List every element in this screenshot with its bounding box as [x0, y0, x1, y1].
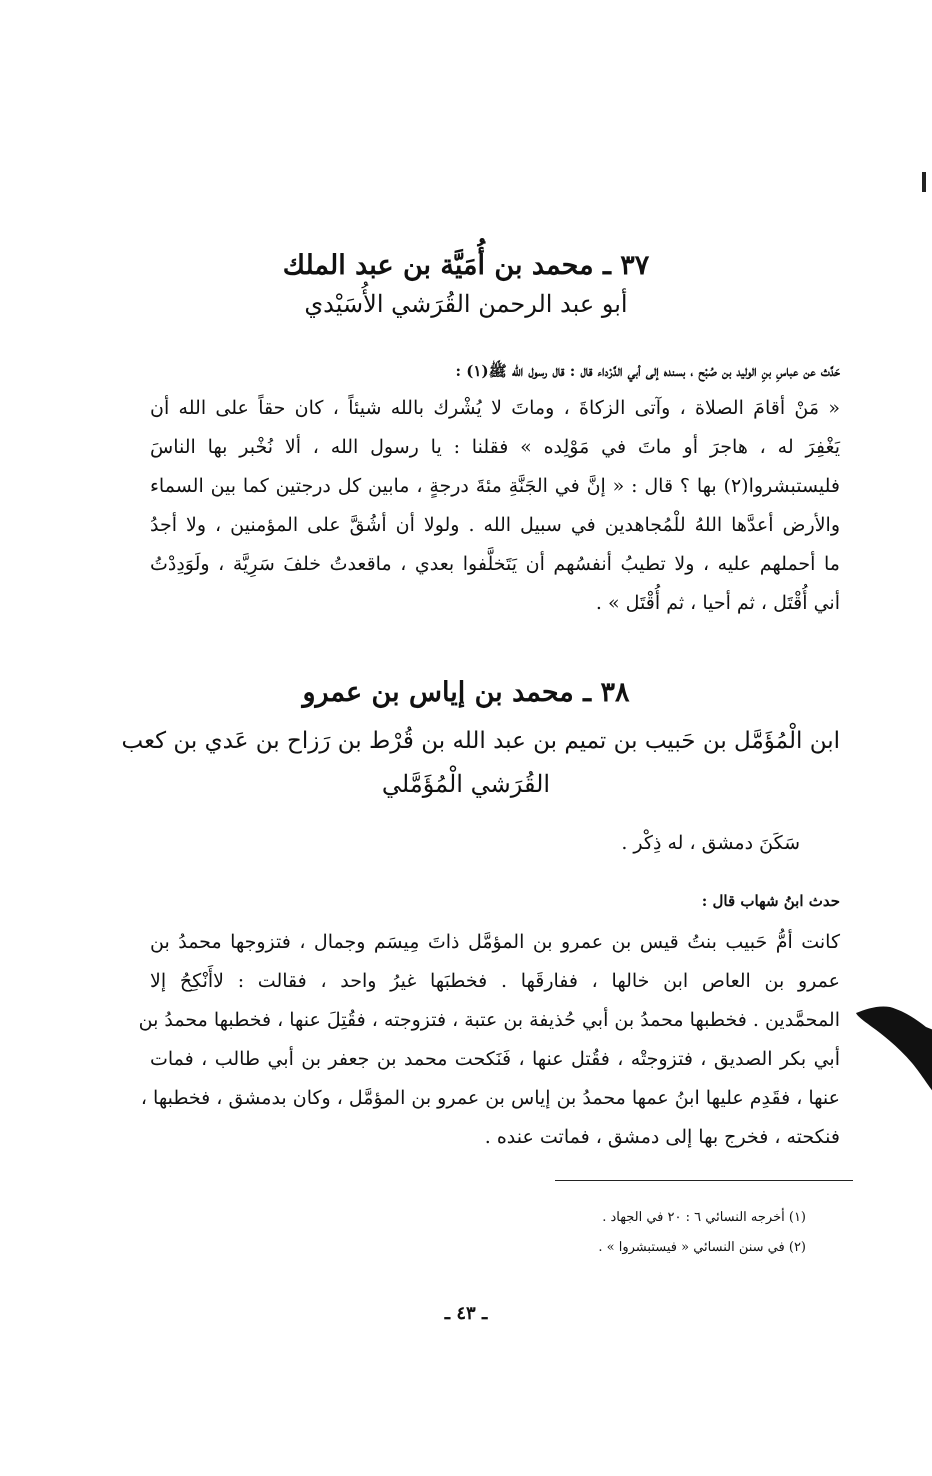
- entry-37-intro: حَدَّث عن عباسِ بنِ الوليد بن صُبْح ، بسنده إلى أبي الدَّرْداء قال : قال رسول الله ﷺ(١) :: [455, 362, 840, 380]
- entry-37-line: ما أحملهم عليه ، ولا تطيبُ أنفسُهم أن يَتَخلَّفوا بعدي ، ماقعدتُ خلفَ سَرِيَّة ، ولَوَدِدْتُ: [150, 553, 840, 575]
- entry-38-subtitle-line-1: ابن الْمُؤَمَّل بن حَبيب بن تميم بن عبد الله بن قُرْط بن رَزاح بن عَدي بن كعب: [121, 728, 840, 754]
- entry-38-title: ٣٨ ـ محمد بن إياس بن عمرو: [302, 677, 630, 708]
- entry-38-residence: سَكَنَ دمشق ، له ذِكْر .: [621, 832, 800, 854]
- footnote-separator: [555, 1180, 853, 1181]
- scan-edge-mark: [922, 172, 926, 192]
- footnote-1: (١) أخرجه النسائي ٦ : ٢٠ في الجهاد .: [602, 1210, 806, 1225]
- entry-37-line: فليستبشروا(٢) بها ؟ قال : « إنَّ في الجَنَّةِ مئةَ درجةٍ ، مابين كل درجتين كما بين السماء: [150, 475, 840, 497]
- entry-37-line: « مَنْ أقامَ الصلاة ، وآتى الزكاةَ ، وماتَ لا يُشْرك بالله شيئاً ، كان حقاً على الله أن: [150, 397, 840, 419]
- entry-38-line: المحمَّدين . فخطبها محمدُ بن أبي حُذيفة بن عتبة ، فتزوجته ، فقُتِلَ عنها ، فخطبها محمدُ بن: [138, 1009, 840, 1031]
- entry-37-line: والأرض أعدَّها اللهُ للْمُجاهدين في سبيل الله . ولولا أن أشُقَّ على المؤمنين ، ولا أجدُ: [150, 514, 840, 536]
- entry-38-line: عنها ، فقَدِم عليها ابنُ عمها محمدُ بن إياس بن عمرو بن المؤمَّل ، وكان بدمشق ، فخطبها ،: [140, 1087, 840, 1109]
- page-number: ـ ٤٣ ـ: [444, 1303, 488, 1324]
- entry-38-intro: حدث ابنُ شهاب قال :: [701, 892, 840, 910]
- entry-38-subtitle-line-2: القُرَشي الْمُؤَمَّلي: [381, 770, 551, 798]
- footnote-2: (٢) في سنن النسائي « فيستبشروا » .: [598, 1240, 806, 1255]
- scan-ink-blot: [856, 1005, 932, 1095]
- entry-38-line: أبي بكر الصديق ، فتزوجتْه ، فقُتل عنها ، فَنَكحت محمد بن جعفر بن أبي طالب ، فمات: [150, 1048, 840, 1070]
- entry-37-subtitle: أبو عبد الرحمن القُرَشي الأُسَيْدي: [304, 290, 628, 318]
- entry-37-line: يَغْفِرَ له ، هاجرَ أو ماتَ في مَوْلِده » فقلنا : يا رسول الله ، ألا نُخْبر بها الناسَ: [150, 436, 840, 458]
- entry-38-line: كانت أمُّ حَبيب بنتُ قيس بن عمرو بن المؤمَّل ذاتَ مِيسَم وجمال ، فتزوجها محمدُ بن: [150, 931, 840, 953]
- entry-38-line: فنكحته ، فخرج بها إلى دمشق ، فماتت عنده .: [484, 1126, 840, 1148]
- entry-38-line: عمرو بن العاص ابن خالها ، ففارقَها . فخطبَها غيرُ واحد ، فقالت : لاأَنْكِحُ إلا: [150, 970, 840, 992]
- entry-37-line: أني أُقْتَل ، ثم أحيا ، ثم أُقْتَل » .: [595, 592, 840, 614]
- entry-37-title: ٣٧ ـ محمد بن أُمَيَّة بن عبد الملك: [282, 250, 650, 281]
